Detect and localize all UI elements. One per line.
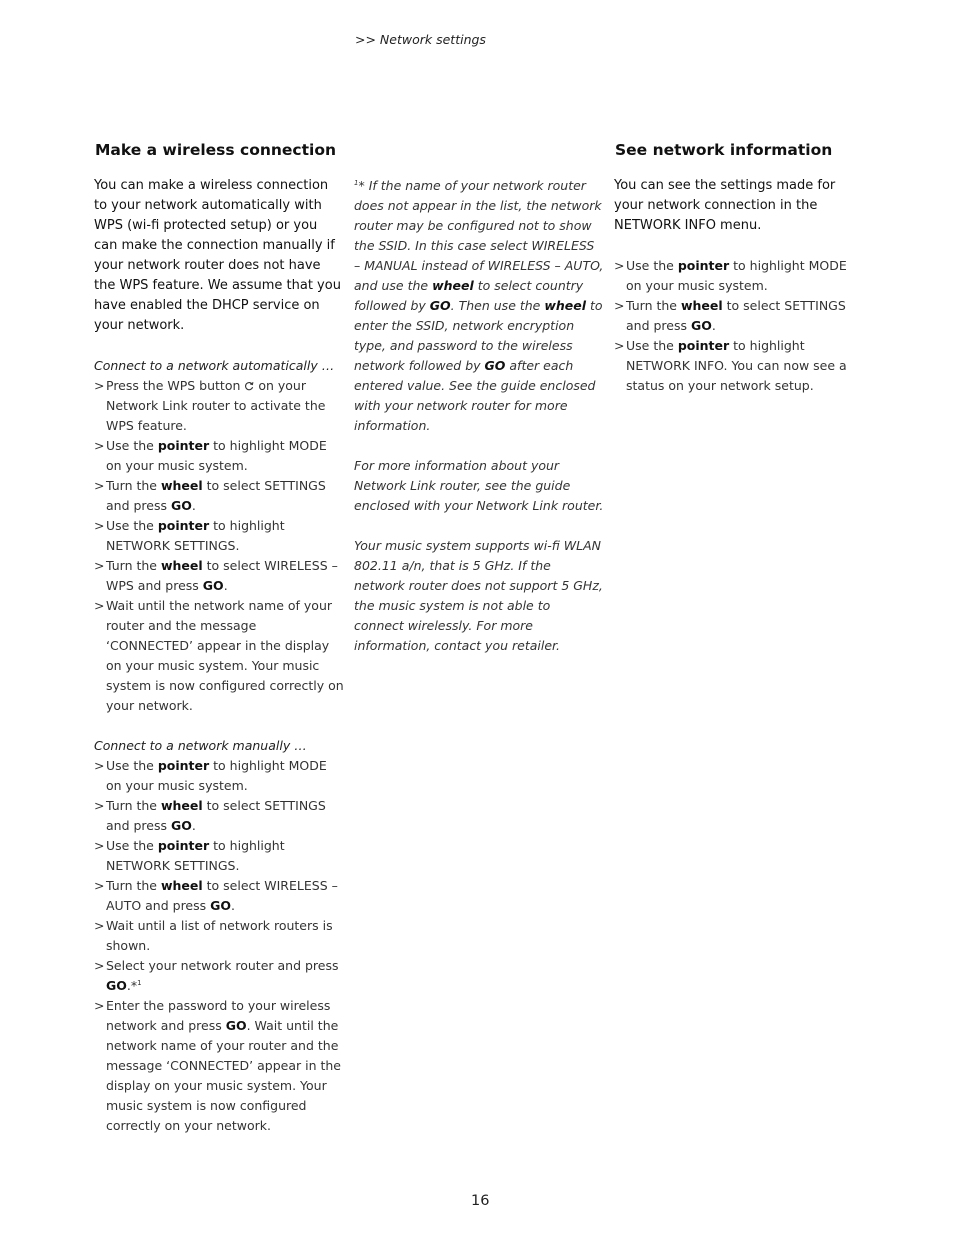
footnote-reference: 1 [137,978,142,987]
list-item: > Enter the password to your wireless network and press GO. Wait until the network name of your router and the message ‘CONNECTED’ appear in the display on your music system. Your music system is now configured correctly on your network. [94,996,344,1136]
footnote-ssid: $^1$* If the name of your network router does not appear in the list, the network router may be configured not to show the SSID. In this case select WIRELESS – MANUAL instead of WIRELESS – AUTO, and use the wheel to select country followed by GO. Then use the wheel to enter the SSID, network encryption type, and password to the wireless network followed by GO after each entered value. See the guide enclosed with your network router for more information. [354,178,604,433]
list-item: > Turn the wheel to select SETTINGS and press GO. [94,476,344,516]
list-item: > Turn the wheel to select WIRELESS – AUTO and press GO. [94,876,344,916]
list-item: > Use the pointer to highlight NETWORK SETTINGS. [94,516,344,556]
list-item: > Turn the wheel to select SETTINGS and press GO. [94,796,344,836]
manual-steps-list [94,756,344,1136]
note-wlan-support: Your music system supports wi-fi WLAN 802.11 a/n, that is 5 GHz. If the network router does not support 5 GHz, the music system is not able to connect wirelessly. For more information, contact you retailer. [354,538,603,653]
auto-steps-list [94,376,344,716]
list-item: > Wait until a list of network routers is shown. [94,916,344,956]
list-item: > Wait until the network name of your router and the message ‘CONNECTED’ appear in the display on your music system. Your music system is now configured correctly on your network. [94,596,344,716]
list-item: > Use the pointer to highlight MODE on your music system. [94,436,344,476]
list-item: > Press the WPS button on your Network Link router to activate the WPS feature. [94,376,344,436]
section-title-see-network-information: See network information [615,141,833,159]
footnote-marker: 1 [354,178,359,187]
network-info-steps-list [614,256,854,396]
list-item: > Turn the wheel to select SETTINGS and press GO. [614,296,854,336]
column-notes [354,176,604,656]
intro-paragraph: You can make a wireless connection to your network automatically with WPS (wi-fi protected setup) or you can make the connection manually if your network router does not have the WPS feature. We assume that you have enabled the DHCP service on your network. [94,178,341,333]
wps-refresh-icon [244,381,254,391]
list-item: > Turn the wheel to select WIRELESS – WPS and press GO. [94,556,344,596]
subheading-connect-automatically: Connect to a network automatically … [94,358,335,373]
list-item: > Use the pointer to highlight NETWORK INFO. You can now see a status on your network setup. [614,336,854,396]
list-item: > Use the pointer to highlight MODE on your music system. [94,756,344,796]
running-header: >> Network settings [355,32,486,47]
list-item: > Use the pointer to highlight NETWORK SETTINGS. [94,836,344,876]
page-number: 16 [471,1193,490,1209]
subheading-connect-manually: Connect to a network manually … [94,738,307,753]
list-item: > Select your network router and press GO.*$^1$ [94,956,344,996]
column-make-wireless-connection [94,140,344,1136]
section-title-make-wireless-connection: Make a wireless connection [95,141,337,159]
list-item: > Use the pointer to highlight MODE on your music system. [614,256,854,296]
intro-paragraph: You can see the settings made for your network connection in the NETWORK INFO menu. [614,178,836,233]
column-see-network-information [614,140,854,396]
note-network-link-router: For more information about your Network Link router, see the guide enclosed with your Network Link router. [354,458,604,513]
